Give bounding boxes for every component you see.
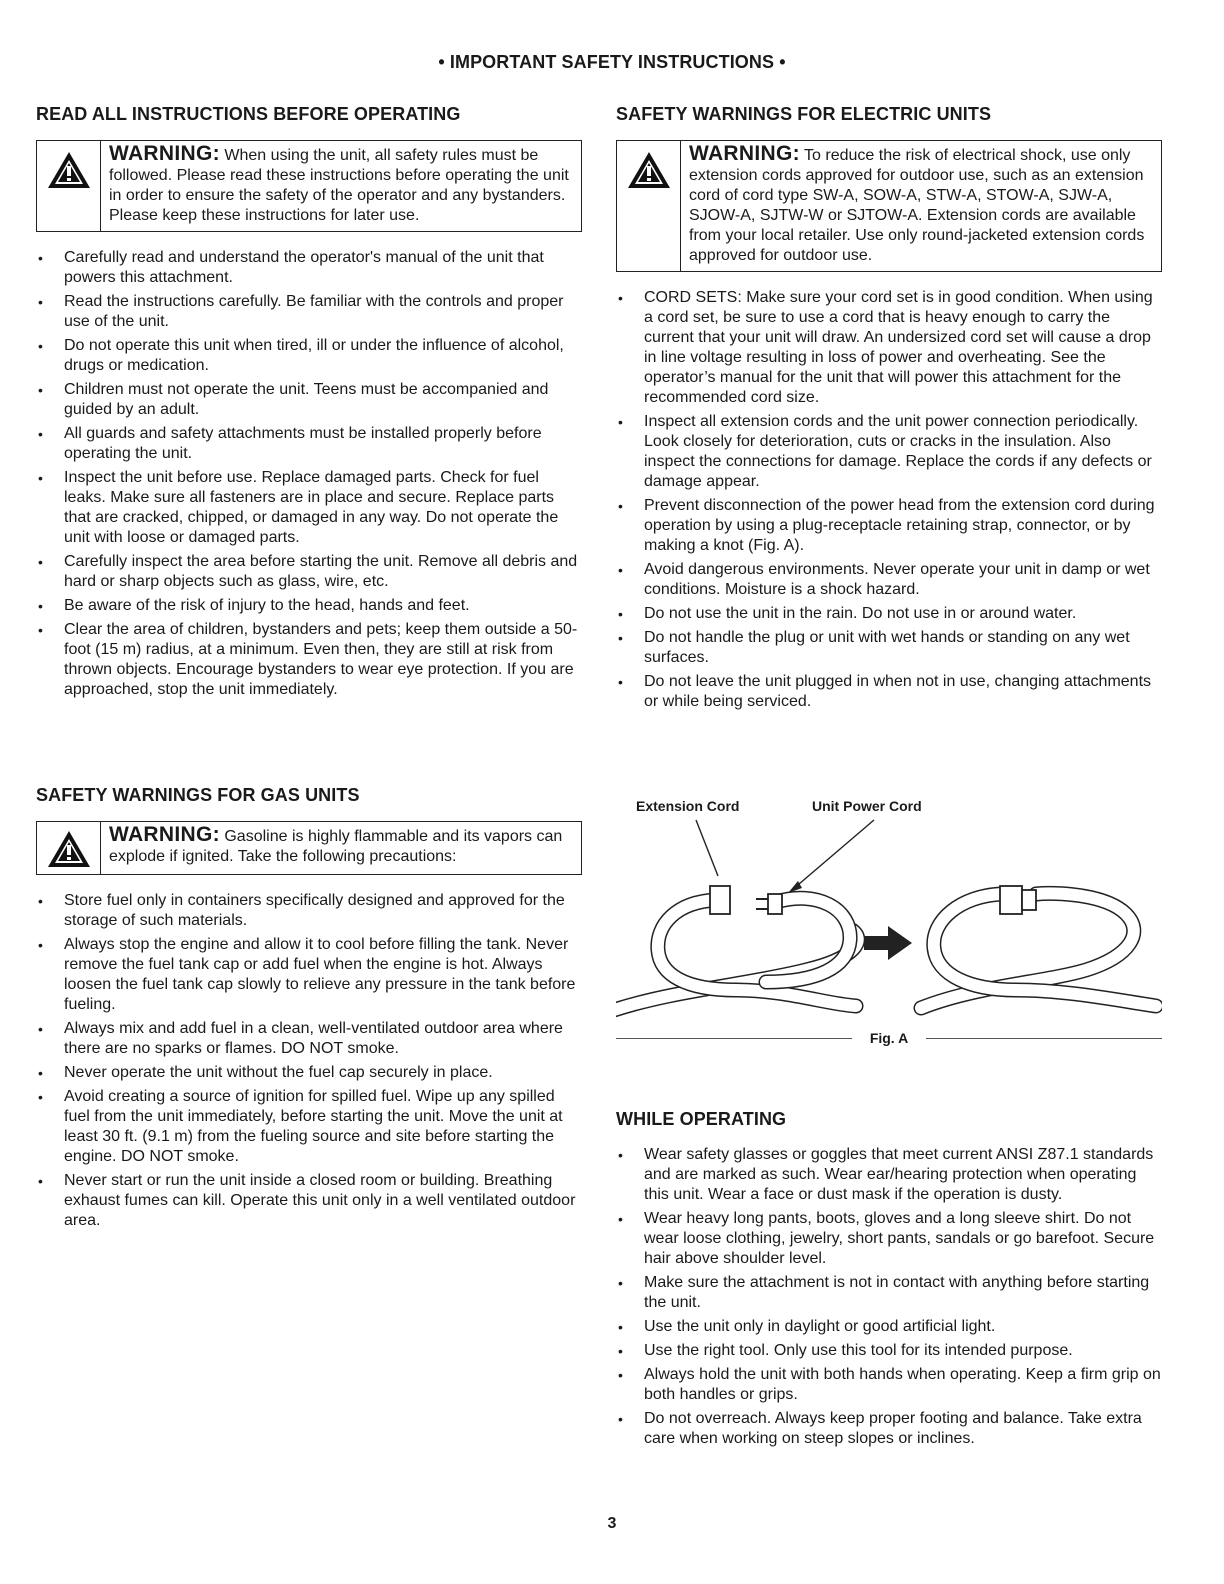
- electric-warning-box: [616, 140, 1162, 272]
- warning-text: [101, 822, 581, 874]
- figure-caption: Fig. A: [869, 1030, 909, 1046]
- warning-triangle-icon: [47, 830, 91, 868]
- figure-a: [616, 790, 1162, 1050]
- page-number: 3: [607, 1515, 617, 1532]
- warning-body: To reduce the risk of electrical shock, use only extension cords approved for outdoor use, such as an extension cord of cord type SW-A, SOW-A, STW-A, STOW-A, SJW-A, SJOW-A, SJTW-W or SJTOW-A. Extension cords are available from your local retailer. Use only round-jacketed extension cords approved for outdoor use.: [689, 147, 1145, 264]
- warning-body: Gasoline is highly flammable and its vapors can explode if ignited. Take the following precautions:: [109, 828, 563, 865]
- list-item: • Be aware of the risk of injury to the head, hands and feet.: [36, 596, 582, 616]
- warning-icon-cell: [37, 822, 101, 874]
- electric-units-section: [616, 104, 1162, 716]
- warning-icon-cell: [617, 141, 681, 271]
- list-item: • Avoid dangerous environments. Never operate your unit in damp or wet conditions. Moisture is a shock hazard.: [616, 560, 1162, 600]
- list-item: • Use the right tool. Only use this tool for its intended purpose.: [616, 1341, 1162, 1361]
- gas-units-section: [36, 785, 582, 1235]
- figure-caption-row: [616, 1030, 1162, 1046]
- list-item: • Carefully inspect the area before starting the unit. Remove all debris and hard or sharp objects such as glass, wire, etc.: [36, 552, 582, 592]
- list-item: • Inspect the unit before use. Replace damaged parts. Check for fuel leaks. Make sure all fasteners are in place and secure. Replace parts that are cracked, chipped, or damaged in any way. Do not operate the unit with loose or damaged parts.: [36, 468, 582, 548]
- electric-units-title: SAFETY WARNINGS FOR ELECTRIC UNITS: [616, 104, 992, 124]
- warning-icon-cell: [37, 141, 101, 231]
- warning-label: WARNING:: [689, 142, 800, 165]
- list-item: • Wear safety glasses or goggles that meet current ANSI Z87.1 standards and are marked as such. Wear ear/hearing protection when operating this unit. Wear a face or dust mask if the operation is dusty.: [616, 1145, 1162, 1205]
- warning-triangle-icon: [627, 151, 671, 189]
- list-item: • Prevent disconnection of the power head from the extension cord during operation by using a plug-receptacle retaining strap, connector, or by making a knot (Fig. A).: [616, 496, 1162, 556]
- list-item: • Always hold the unit with both hands when operating. Keep a firm grip on both handles or grips.: [616, 1365, 1162, 1405]
- warning-label: WARNING:: [109, 142, 220, 165]
- read-all-title: READ ALL INSTRUCTIONS BEFORE OPERATING: [36, 104, 461, 124]
- while-operating-title: WHILE OPERATING: [616, 1109, 787, 1129]
- list-item: • Inspect all extension cords and the unit power connection periodically. Look closely for deterioration, cuts or cracks in the insulation. Also inspect the connections for damage. Replace the cords if any defects or damage appear.: [616, 412, 1162, 492]
- gas-units-list: [36, 891, 582, 1231]
- read-all-list: [36, 248, 582, 700]
- list-item: • Avoid creating a source of ignition for spilled fuel. Wipe up any spilled fuel from the unit immediately, before starting the unit. Move the unit at least 30 ft. (9.1 m) from the fueling source and site before starting the engine. DO NOT smoke.: [36, 1087, 582, 1167]
- list-item: • Always mix and add fuel in a clean, well-ventilated outdoor area where there are no sparks or flames. DO NOT smoke.: [36, 1019, 582, 1059]
- list-item: • Make sure the attachment is not in contact with anything before starting the unit.: [616, 1273, 1162, 1313]
- warning-text: [101, 141, 581, 231]
- list-item: • Wear heavy long pants, boots, gloves and a long sleeve shirt. Do not wear loose clothing, jewelry, short pants, sandals or go barefoot. Secure hair above shoulder level.: [616, 1209, 1162, 1269]
- while-operating-section: [616, 1109, 1162, 1453]
- list-item: • Do not leave the unit plugged in when not in use, changing attachments or while being serviced.: [616, 672, 1162, 712]
- unit-power-cord-label: Unit Power Cord: [812, 798, 922, 814]
- list-item: • Always stop the engine and allow it to cool before filling the tank. Never remove the fuel tank cap or add fuel when the engine is hot. Always loosen the fuel tank cap slowly to relieve any pressure in the tank before fueling.: [36, 935, 582, 1015]
- warning-label: WARNING:: [109, 823, 220, 846]
- while-operating-list: [616, 1145, 1162, 1449]
- list-item: • Do not use the unit in the rain. Do not use in or around water.: [616, 604, 1162, 624]
- warning-text: [681, 141, 1161, 271]
- extension-cord-label: Extension Cord: [636, 798, 740, 814]
- read-all-warning-box: [36, 140, 582, 232]
- cord-knot-illustration: [616, 790, 1162, 1020]
- list-item: • Clear the area of children, bystanders and pets; keep them outside a 50-foot (15 m) radius, at a minimum. Even then, they are still at risk from thrown objects. Encourage bystanders to wear eye protection. If you are approached, stop the unit immediately.: [36, 620, 582, 700]
- electric-units-list: [616, 288, 1162, 712]
- list-item: • Never start or run the unit inside a closed room or building. Breathing exhaust fumes can kill. Operate this unit only in a well ventilated outdoor area.: [36, 1171, 582, 1231]
- gas-units-title: SAFETY WARNINGS FOR GAS UNITS: [36, 785, 360, 805]
- list-item: • Do not operate this unit when tired, ill or under the influence of alcohol, drugs or medication.: [36, 336, 582, 376]
- list-item: • Children must not operate the unit. Teens must be accompanied and guided by an adult.: [36, 380, 582, 420]
- caption-rule: [616, 1038, 852, 1039]
- list-item: • Do not overreach. Always keep proper footing and balance. Take extra care when working on steep slopes or inclines.: [616, 1409, 1162, 1449]
- gas-warning-box: [36, 821, 582, 875]
- list-item: • Never operate the unit without the fuel cap securely in place.: [36, 1063, 582, 1083]
- warning-body: When using the unit, all safety rules must be followed. Please read these instructions before operating the unit in order to ensure the safety of the operator and any bystanders. Please keep these instructions for later use.: [109, 147, 569, 224]
- list-item: • All guards and safety attachments must be installed properly before operating the unit.: [36, 424, 582, 464]
- list-item: • Carefully read and understand the operator's manual of the unit that powers this attachment.: [36, 248, 582, 288]
- page-header: • IMPORTANT SAFETY INSTRUCTIONS •: [438, 52, 786, 72]
- caption-rule: [926, 1038, 1162, 1039]
- list-item: • Read the instructions carefully. Be familiar with the controls and proper use of the unit.: [36, 292, 582, 332]
- read-all-section: [36, 104, 582, 704]
- list-item: • Store fuel only in containers specifically designed and approved for the storage of such materials.: [36, 891, 582, 931]
- list-item: • Use the unit only in daylight or good artificial light.: [616, 1317, 1162, 1337]
- list-item: • Do not handle the plug or unit with wet hands or standing on any wet surfaces.: [616, 628, 1162, 668]
- list-item: • CORD SETS: Make sure your cord set is in good condition. When using a cord set, be sure to use a cord that is heavy enough to carry the current that your unit will draw. An undersized cord set will cause a drop in line voltage resulting in loss of power and overheating. See the operator’s manual for the unit that will power this attachment for the recommended cord size.: [616, 288, 1162, 408]
- warning-triangle-icon: [47, 151, 91, 189]
